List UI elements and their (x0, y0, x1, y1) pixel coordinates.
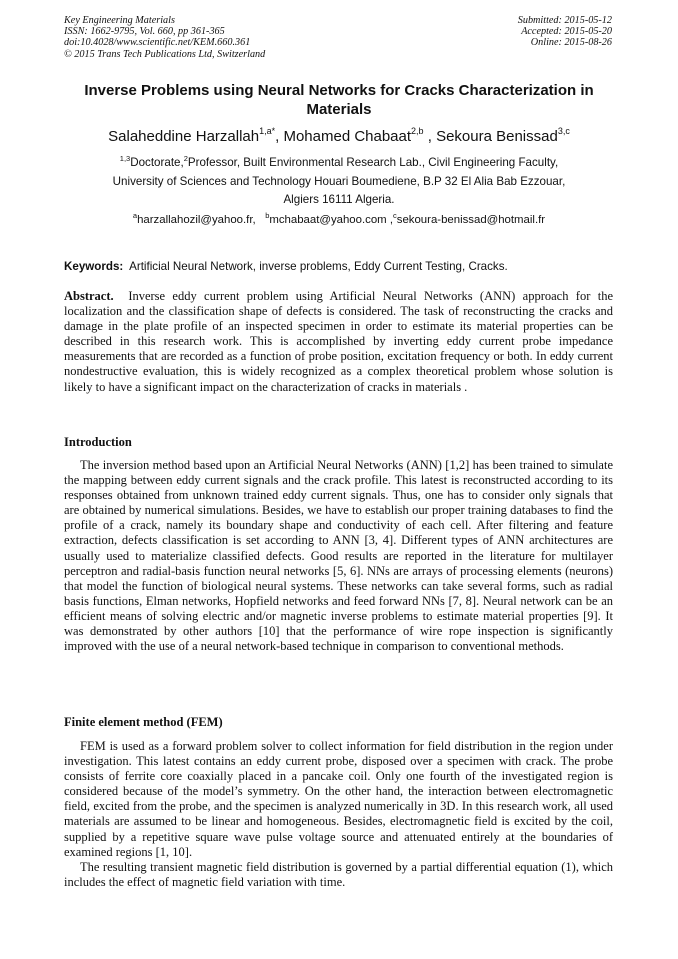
paper-title: Inverse Problems using Neural Networks for Cracks Characterization in Materials (84, 82, 594, 118)
journal-name: Key Engineering Materials (64, 15, 175, 26)
date-online: Online: 2015-08-26 (530, 37, 612, 49)
journal-issn: ISSN: 1662-9795, Vol. 660, pp 361-365 (64, 26, 225, 38)
author-list (40, 127, 638, 147)
affiliation-text: Professor, Built Environmental Research Lab., Civil Engineering Faculty, (187, 156, 559, 169)
email-gap (256, 214, 262, 226)
author-superscript: 1,a* (259, 126, 276, 136)
affiliation-superscript: 2 (183, 154, 188, 163)
submission-dates (518, 15, 612, 49)
journal-info (64, 15, 265, 60)
affiliation-line (60, 154, 618, 173)
section-heading-introduction: Introduction (64, 435, 132, 449)
affiliation-role: Doctorate, (130, 156, 184, 169)
section-heading-fem: Finite element method (FEM) (64, 715, 223, 729)
email-address[interactable]: sekoura-benissad@hotmail.fr (396, 214, 546, 226)
journal-doi: doi:10.4028/www.scientific.net/KEM.660.361 (64, 37, 251, 49)
email-list (60, 212, 618, 228)
affiliation (60, 154, 618, 210)
date-submitted: Submitted: 2015-05-12 (517, 15, 612, 26)
keywords-label: Keywords: (64, 260, 124, 273)
author-name: Mohamed Chabaat (283, 128, 412, 145)
introduction-paragraph: The inversion method based upon an Artificial Neural Networks (ANN) [1,2] has been trained to simulate the mapping between eddy current signals and the crack profile. This latest is reconstructed according to its responses obtained from unknown trained eddy current signals. Thus, one has to consider only signals that are obtained by numerical simulations. Besides, we have to establish our proper training databases to find the profile of a crack, namely its boundary shape and conductivity of each cell. After filtering and feature extraction, defects classification is set according to ANN [3, 4]. Different types of ANN architectures are usually used to materialize classified defects. Good results are reported in the literature for multilayer perceptron and radial-basis function neural networks [5, 6]. NNs are arrays of processing elements (neurons) that model the function of biological neural systems. These networks can take several forms, such as radial basis functions, Elman networks, Hopfield networks and feed forward NNs [7, 8]. Neural network can be an efficient means of solving electric and/or magnetic inverse problems to estimate material properties [9]. It was demonstrated by other authors [10] that the performance of wire rope inspection is significantly improved with the use of a neural network-based technique in comparison to conventional methods. (64, 458, 613, 654)
journal-copyright: © 2015 Trans Tech Publications Ltd, Switzerland (64, 48, 266, 60)
affiliation-line: University of Sciences and Technology Houari Boumediene, B.P 32 El Alia Bab Ezzouar, (112, 174, 566, 188)
author-superscript: 2,b (411, 126, 424, 136)
author-name: Sekoura Benissad (436, 128, 558, 145)
abstract-text: Inverse eddy current problem using Artificial Neural Networks (ANN) approach for the localization and the classification shape of defects is considered. The task of reconstructing the cracks and damage in the plate profile of an inspected specimen in order to estimate its material properties can be described in this research work. This is accomplished by inverting eddy current probe impedance measurements that are recorded as a function of probe position, excitation frequency or both. In eddy current nondestructive evaluation, this is widely recognized as a complex theoretical problem whose solution is likely to have a significant impact on the characterization of cracks in materials . (64, 289, 613, 394)
author-name: Salaheddine Harzallah (108, 128, 260, 145)
abstract (64, 289, 613, 395)
author-superscript: 3,c (557, 126, 570, 136)
email-superscript: a (132, 211, 138, 220)
email-superscript: c (393, 211, 397, 220)
author-separator: , (275, 128, 284, 145)
fem-paragraph: FEM is used as a forward problem solver to collect information for field distribution in the region under investigation. This latest contains an eddy current probe, disposed over a specimen with crack. The probe consists of ferrite core coaxially placed in a pancake coil. Only one fourth of the investigated region is considered because of the model’s symmetry. On the other hand, the interaction between electromagnetic field, excited from the probe, and the specimen is analyzed numerically in 3D. In this research work, all used materials are assumed to be linear and homogeneous. Besides, electromagnetic field is excited by the coil, supplied by a repetitive square wave pulse voltage source and attenuated entirely at the boundaries of examined regions [1, 10]. (64, 739, 613, 859)
fem-paragraph: The resulting transient magnetic field distribution is governed by a partial differential equation (1), which includes the effect of magnetic field variation with time. (64, 860, 613, 890)
author-separator: , (423, 128, 437, 145)
keywords (64, 259, 616, 275)
email-address[interactable]: harzallahozil@yahoo.fr, (137, 214, 256, 226)
keywords-text: Artificial Neural Network, inverse problems, Eddy Current Testing, Cracks. (129, 260, 508, 273)
abstract-label: Abstract. (64, 289, 114, 303)
affiliation-line: Algiers 16111 Algeria. (283, 193, 395, 206)
email-superscript: b (265, 211, 270, 220)
email-address[interactable]: mchabaat@yahoo.com , (269, 214, 393, 226)
affiliation-superscript: 1,3 (119, 154, 131, 163)
date-accepted: Accepted: 2015-05-20 (521, 26, 612, 38)
